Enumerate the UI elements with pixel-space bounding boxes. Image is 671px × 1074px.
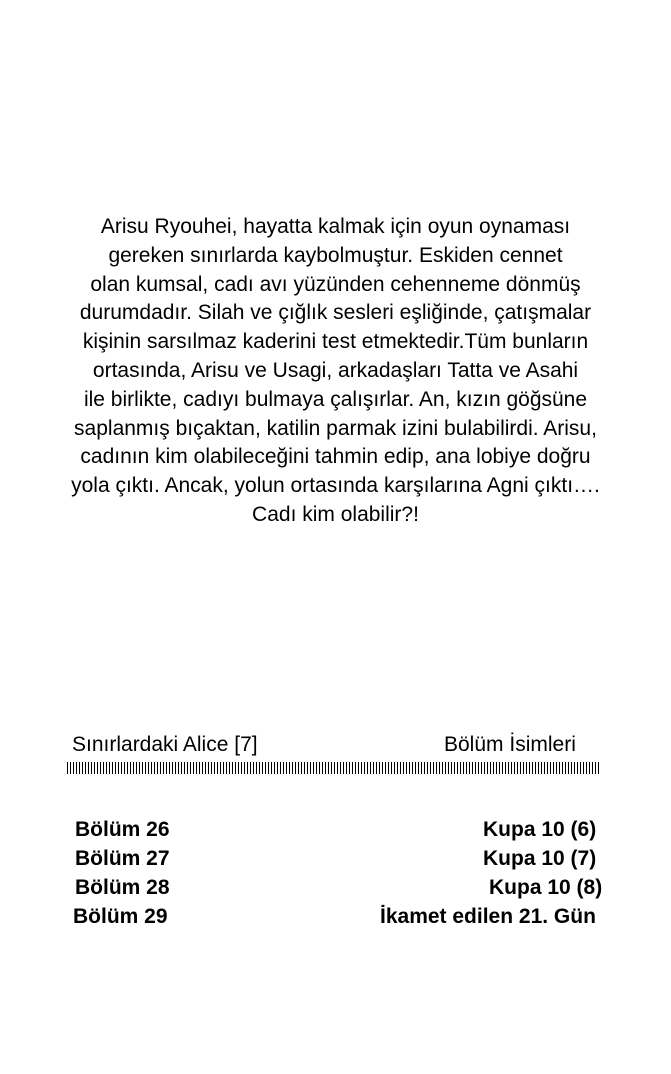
synopsis-line: olan kumsal, cadı avı yüzünden cehenneme dönmüş xyxy=(90,272,581,296)
synopsis-paragraph xyxy=(0,213,671,530)
series-title: Sınırlardaki Alice [7] xyxy=(72,733,258,756)
chapter-row xyxy=(0,847,671,876)
synopsis-line: kişinin sarsılmaz kaderini test etmektedir.Tüm bunların xyxy=(82,330,589,354)
chapter-title: İkamet edilen 21. Gün xyxy=(380,905,596,928)
chapter-title: Kupa 10 (7) xyxy=(483,847,597,870)
synopsis-line: ile birlikte, cadıyı bulmaya çalışırlar. An, kızın göğsüne xyxy=(83,387,588,411)
chapter-row xyxy=(0,876,671,905)
section-title: Bölüm İsimleri xyxy=(444,733,576,756)
synopsis-line: cadının kim olabileceğini tahmin edip, ana lobiye doğru xyxy=(80,445,591,469)
synopsis-line: Arisu Ryouhei, hayatta kalmak için oyun oynaması xyxy=(100,215,571,238)
chapter-number: Bölüm 29 xyxy=(73,905,168,928)
chapter-list xyxy=(0,818,671,934)
synopsis-line: Cadı kim olabilir?! xyxy=(252,502,419,526)
synopsis-line: gereken sınırlarda kaybolmuştur. Eskiden cennet xyxy=(108,243,563,267)
chapter-number: Bölüm 26 xyxy=(75,818,170,841)
chapter-title: Kupa 10 (6) xyxy=(483,818,597,841)
chapter-number: Bölüm 27 xyxy=(75,847,170,870)
chapter-row xyxy=(0,818,671,847)
chapter-row xyxy=(0,905,671,934)
synopsis-line: durumdadır. Silah ve çığlık sesleri eşliğinde, çatışmalar xyxy=(79,301,592,325)
synopsis-line: saplanmış bıçaktan, katilin parmak izini bulabilirdi. Arisu, xyxy=(74,416,597,440)
chapter-title: Kupa 10 (8) xyxy=(489,876,603,899)
synopsis-line: ortasında, Arisu ve Usagi, arkadaşları Tatta ve Asahi xyxy=(92,358,579,382)
synopsis-line: yola çıktı. Ancak, yolun ortasında karşılarına Agni çıktı…. xyxy=(71,474,600,498)
chapter-number: Bölüm 28 xyxy=(75,876,170,899)
divider-rule xyxy=(67,762,601,774)
